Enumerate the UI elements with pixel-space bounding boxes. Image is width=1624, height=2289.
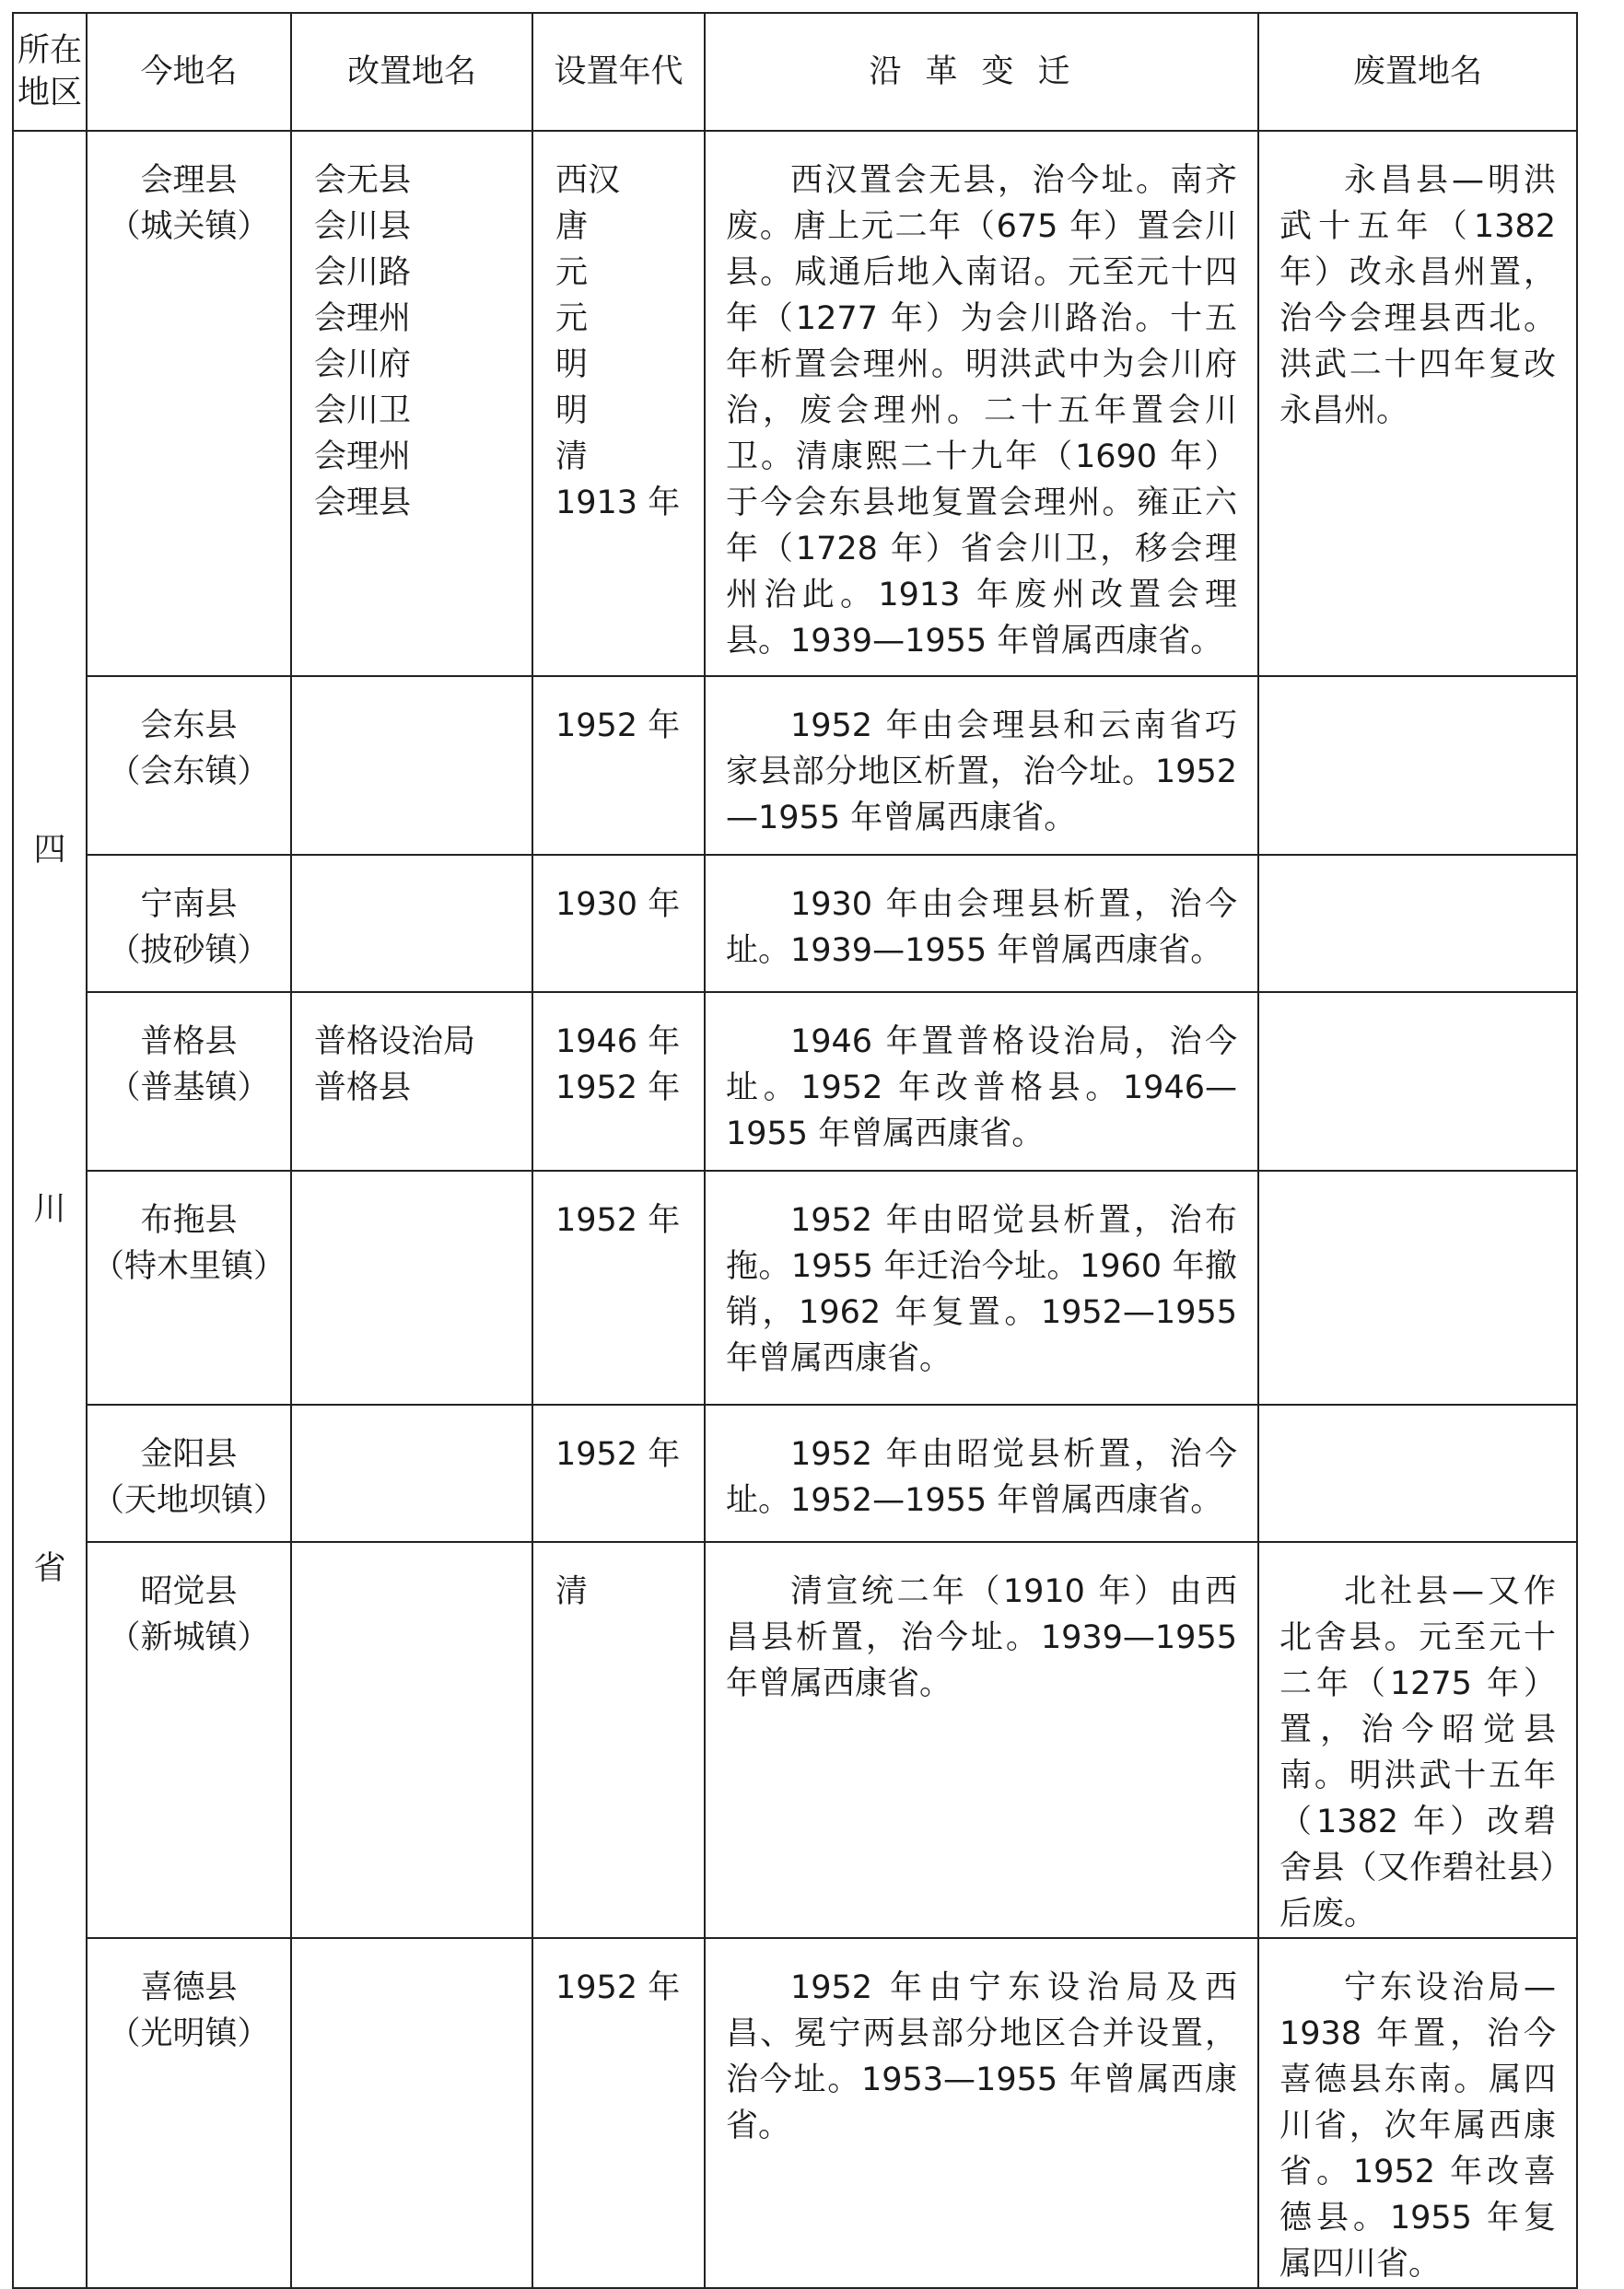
table-row — [13, 992, 1577, 1171]
years-cell — [532, 676, 705, 855]
abolished-text: 宁东设治局—1938 年置，治今喜德县东南。属四川省，次年属西康省。1952 年改喜德县。1955 年复属四川省。 — [1279, 1969, 1556, 2283]
county-name: 金阳县 — [140, 1436, 238, 1473]
current-name-cell — [87, 676, 291, 855]
header-years: 设置年代 — [532, 13, 705, 131]
history-cell — [705, 1405, 1258, 1542]
abolished-cell — [1258, 676, 1577, 855]
county-name: 普格县 — [140, 1023, 238, 1060]
changed-names-cell — [291, 131, 532, 676]
years-cell — [532, 992, 705, 1171]
years-cell — [532, 1171, 705, 1405]
years-cell — [532, 855, 705, 992]
changed-name: 会川路 — [314, 254, 412, 291]
year-entry: 元 — [555, 300, 589, 337]
table-row — [13, 1171, 1577, 1405]
current-name-cell — [87, 1171, 291, 1405]
year-entry: 1952 年 — [555, 1202, 681, 1239]
history-cell — [705, 1171, 1258, 1405]
changed-names-cell — [291, 855, 532, 992]
current-name-cell — [87, 131, 291, 676]
history-text: 清宣统二年（1910 年）由西昌县析置，治今址。1939—1955 年曾属西康省。 — [726, 1573, 1237, 1702]
changed-names-cell — [291, 1542, 532, 1938]
history-cell — [705, 992, 1258, 1171]
header-history: 沿革变迁 — [705, 13, 1258, 131]
history-cell — [705, 1542, 1258, 1938]
changed-name: 会理州 — [314, 438, 412, 475]
changed-name: 会川府 — [314, 346, 412, 383]
table-row — [13, 1938, 1577, 2288]
abolished-cell — [1258, 1171, 1577, 1405]
current-name-cell — [87, 1542, 291, 1938]
changed-name: 会无县 — [314, 162, 412, 199]
year-entry: 清 — [555, 438, 589, 475]
county-name: 会理县 — [140, 162, 238, 199]
changed-name: 会川县 — [314, 208, 412, 245]
table-row — [13, 855, 1577, 992]
abolished-cell — [1258, 992, 1577, 1171]
county-seat: （会东镇） — [108, 753, 270, 790]
changed-names-cell — [291, 1171, 532, 1405]
region-char: 川 — [33, 1191, 66, 1228]
header-abolished: 废置地名 — [1258, 13, 1577, 131]
current-name-cell — [87, 992, 291, 1171]
county-name: 宁南县 — [140, 886, 238, 923]
abolished-cell — [1258, 1938, 1577, 2288]
county-name: 会东县 — [140, 707, 238, 744]
abolished-cell — [1258, 1542, 1577, 1938]
header-region: 所在地区 — [13, 13, 87, 131]
current-name-cell — [87, 855, 291, 992]
changed-name: 会川卫 — [314, 392, 412, 429]
years-cell — [532, 1405, 705, 1542]
table-row — [13, 1542, 1577, 1938]
year-entry: 1952 年 — [555, 707, 681, 744]
county-seat: （披砂镇） — [108, 932, 270, 969]
current-name-cell — [87, 1938, 291, 2288]
changed-name: 会理县 — [314, 485, 412, 521]
year-entry: 1952 年 — [555, 1069, 681, 1106]
changed-name: 普格设治局 — [314, 1023, 476, 1060]
table-row — [13, 676, 1577, 855]
table-row — [13, 1405, 1577, 1542]
changed-name: 会理州 — [314, 300, 412, 337]
county-name: 喜德县 — [140, 1969, 238, 2006]
changed-names-cell — [291, 1405, 532, 1542]
region-cell — [13, 131, 87, 2288]
county-seat: （特木里镇） — [91, 1248, 286, 1285]
county-name: 昭觉县 — [140, 1573, 238, 1610]
history-text: 1946 年置普格设治局，治今址。1952 年改普格县。1946—1955 年曾属西康省。 — [726, 1023, 1237, 1152]
county-seat: （新城镇） — [108, 1619, 270, 1656]
changed-names-cell — [291, 1938, 532, 2288]
table-row — [13, 131, 1577, 676]
history-text: 西汉置会无县，治今址。南齐废。唐上元二年（675 年）置会川县。咸通后地入南诏。元至元十四年（1277 年）为会川路治。十五年析置会理州。明洪武中为会川府治，废会理州。二十五年置会川卫。清康熙二十九年（1690 年）于今会东县地复置会理州。雍正六年（1728 年）省会川卫，移会理州治此。1913 年废州改置会理县。1939—1955 年曾属西康省。 — [726, 162, 1237, 660]
history-text: 1952 年由会理县和云南省巧家县部分地区析置，治今址。1952—1955 年曾属西康省。 — [726, 707, 1237, 836]
years-cell — [532, 1938, 705, 2288]
year-entry: 西汉 — [555, 162, 621, 199]
changed-names-cell — [291, 676, 532, 855]
year-entry: 明 — [555, 346, 589, 383]
years-cell — [532, 1542, 705, 1938]
region-char: 省 — [33, 1550, 66, 1587]
header-current-name: 今地名 — [87, 13, 291, 131]
abolished-cell — [1258, 131, 1577, 676]
header-row — [13, 13, 1577, 131]
year-entry: 1930 年 — [555, 886, 681, 923]
abolished-text: 北社县—又作北舍县。元至元十二年（1275 年）置，治今昭觉县南。明洪武十五年（1382 年）改碧舍县（又作碧社县）后废。 — [1279, 1573, 1556, 1933]
history-text: 1952 年由昭觉县析置，治今址。1952—1955 年曾属西康省。 — [726, 1436, 1237, 1519]
history-cell — [705, 676, 1258, 855]
year-entry: 元 — [555, 254, 589, 291]
county-name: 布拖县 — [140, 1202, 238, 1239]
history-cell — [705, 131, 1258, 676]
history-text: 1952 年由宁东设治局及西昌、冕宁两县部分地区合并设置，治今址。1953—1955 年曾属西康省。 — [726, 1969, 1237, 2144]
history-text: 1952 年由昭觉县析置，治布拖。1955 年迁治今址。1960 年撤销，1962 年复置。1952—1955 年曾属西康省。 — [726, 1202, 1237, 1377]
abolished-text: 永昌县—明洪武十五年（1382 年）改永昌州置，治今会理县西北。洪武二十四年复改永昌州。 — [1279, 162, 1556, 429]
changed-names-cell — [291, 992, 532, 1171]
county-seat: （城关镇） — [108, 208, 270, 245]
year-entry: 1913 年 — [555, 485, 681, 521]
year-entry: 清 — [555, 1573, 589, 1610]
year-entry: 1952 年 — [555, 1436, 681, 1473]
years-cell — [532, 131, 705, 676]
year-entry: 1946 年 — [555, 1023, 681, 1060]
header-changed-names: 改置地名 — [291, 13, 532, 131]
county-seat: （天地坝镇） — [91, 1482, 286, 1519]
year-entry: 1952 年 — [555, 1969, 681, 2006]
county-seat: （普基镇） — [108, 1069, 270, 1106]
current-name-cell — [87, 1405, 291, 1542]
year-entry: 唐 — [555, 208, 589, 245]
region-char: 四 — [33, 832, 66, 869]
history-cell — [705, 1938, 1258, 2288]
abolished-cell — [1258, 855, 1577, 992]
changed-name: 普格县 — [314, 1069, 412, 1106]
county-seat: （光明镇） — [108, 2015, 270, 2052]
history-text: 1930 年由会理县析置，治今址。1939—1955 年曾属西康省。 — [726, 886, 1237, 969]
gazetteer-table — [12, 12, 1578, 2289]
abolished-cell — [1258, 1405, 1577, 1542]
year-entry: 明 — [555, 392, 589, 429]
history-cell — [705, 855, 1258, 992]
